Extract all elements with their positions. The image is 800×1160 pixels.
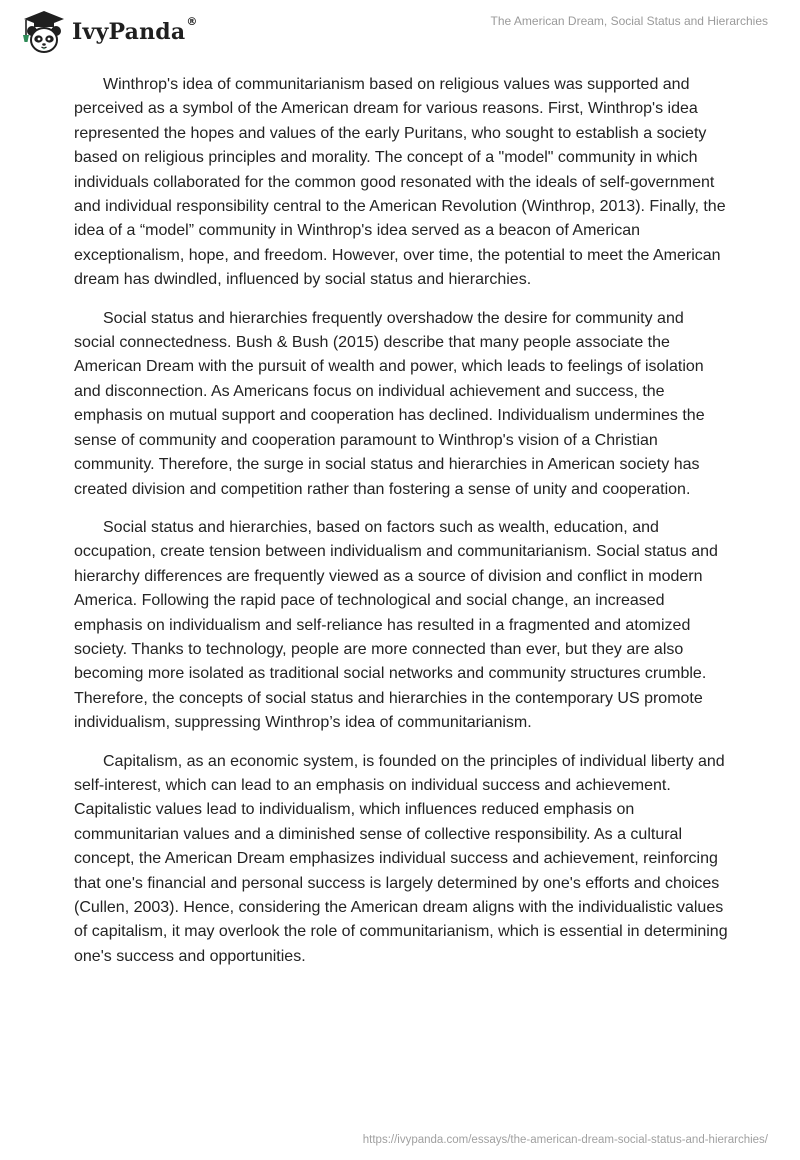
brand-logo[interactable] — [14, 9, 198, 55]
panda-graduate-icon — [14, 9, 70, 55]
brand-name-text: IvyPanda — [72, 19, 186, 45]
paragraph-2: Social status and hierarchies frequently overshadow the desire for community and social connectedness. Bush & Bush (2015) describe that many people associate the American Dream with the pursuit of wealth and power, which leads to feelings of isolation and disconnection. As Americans focus on individual achievement and success, the emphasis on mutual support and cooperation has declined. Individualism undermines the sense of community and cooperation paramount to Winthrop's vision of a Christian community. Therefore, the surge in social status and hierarchies in American society has created division and competition rather than fostering a sense of unity and cooperation. — [74, 309, 705, 498]
paragraph-3: Social status and hierarchies, based on factors such as wealth, education, and occupation, create tension between individualism and communitarianism. Social status and hierarchy differences are frequently viewed as a source of division and conflict in modern America. Following the rapid pace of technological and social change, an increased emphasis on individualism and self-reliance has resulted in a fragmented and atomized society. Thanks to technology, people are more connected than ever, but they are also becoming more isolated as traditional social networks and community structures crumble. Therefore, the concepts of social status and hierarchies in the contemporary US promote individualism, suppressing Winthrop’s idea of communitarianism. — [74, 518, 718, 732]
source-url-link[interactable]: https://ivypanda.com/essays/the-american-dream-social-status-and-hierarchies/ — [362, 1134, 768, 1146]
document-title: The American Dream, Social Status and Hierarchies — [490, 14, 768, 28]
brand-name — [72, 15, 198, 45]
paragraph-1: Winthrop's idea of communitarianism based on religious values was supported and perceived as a symbol of the American dream for various reasons. First, Winthrop's idea represented the hopes and values of the early Puritans, who sought to establish a society based on religious principles and morality. The concept of a "model" community in which individuals collaborated for the common good resonated with the ideals of self-government and individual responsibility central to the American Revolution (Winthrop, 2013). Finally, the idea of a “model” community in Winthrop's idea served as a beacon of American exceptionalism, hope, and freedom. However, over time, the potential to meet the American dream has dwindled, influenced by social status and hierarchies. — [74, 76, 726, 289]
page-header — [0, 0, 800, 60]
registered-mark: ® — [186, 15, 198, 28]
essay-body — [74, 73, 728, 983]
paragraph-4: Capitalism, as an economic system, is founded on the principles of individual liberty and self-interest, which can lead to an emphasis on individual success and achievement. Capitalistic values lead to individualism, which influences reduced emphasis on communitarian values and a diminished sense of collective responsibility. As a cultural concept, the American Dream emphasizes individual success and achievement, reinforcing that one's financial and personal success is largely determined by one's efforts and choices (Cullen, 2003). Hence, considering the American dream aligns with the individualistic values of capitalism, it may overlook the role of communitarianism, which is essential in determining one's success and opportunities. — [74, 752, 728, 965]
